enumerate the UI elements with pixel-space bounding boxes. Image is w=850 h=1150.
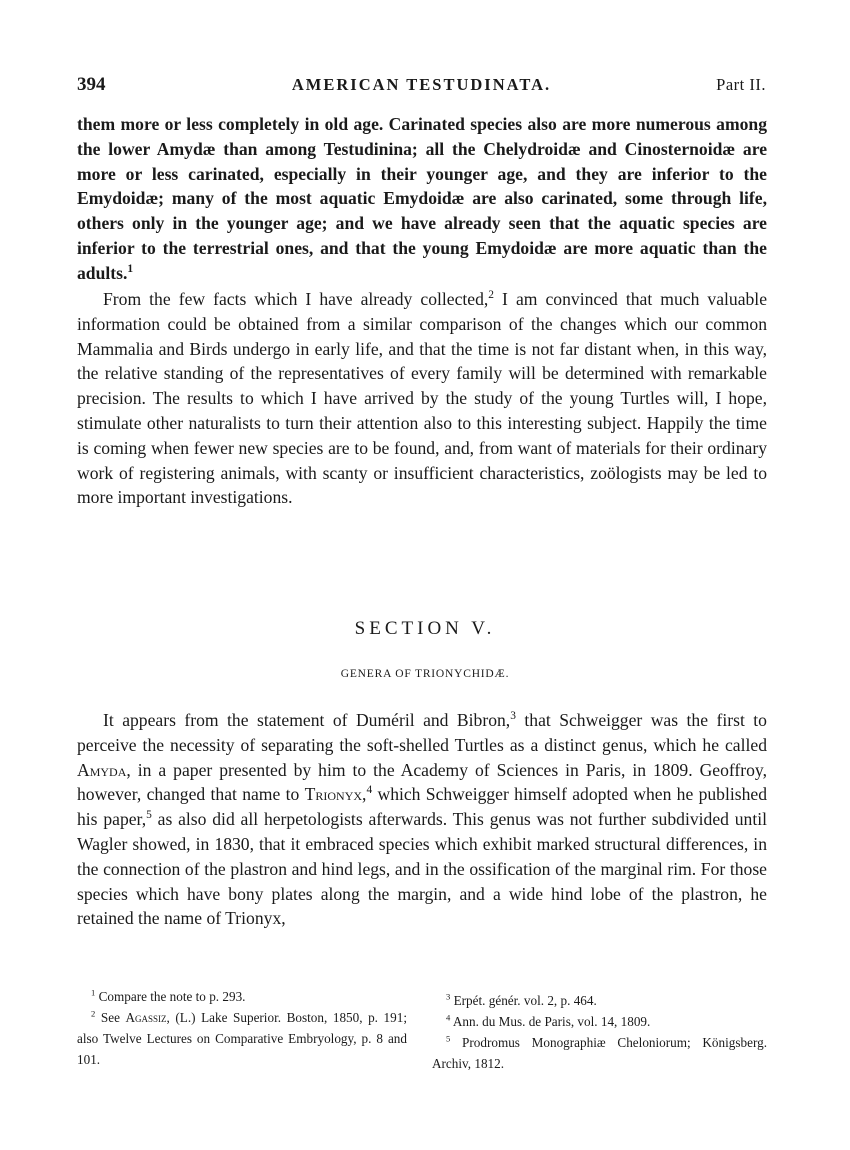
footnote-ref-2: 2 <box>488 289 495 302</box>
footnotes-right <box>432 990 767 1074</box>
para3-text-b: that Schweigger was the first to perceive the necessity of separating the soft-shelled Turtles as a distinct genus, which he called <box>77 710 767 755</box>
footnote-5-num: 5 <box>446 1033 451 1044</box>
running-title: AMERICAN TESTUDINATA. <box>291 75 552 94</box>
para2-text-2: I am convinced that much valuable information could be obtained from a similar comparison of the changes which our common Mammalia and Birds undergo in early life, and that the time is not far distant when, in this way, the relative standing of the representatives of every family will be determined with remarkable precision. The results to which I have arrived by the study of the young Turtles will, I hope, stimulate other naturalists to turn their attention also to this interesting subject. Happily the time is coming when fewer new species are to be found, and, from want of materials for their ordinary work of registering animals, with scanty or insufficient characteristics, zoölogists may be led to more important investigations. <box>77 289 767 508</box>
section-title: SECTION V. <box>354 618 496 639</box>
footnote-ref-4: 4 <box>366 784 373 797</box>
footnote-2-pre: See <box>100 1010 126 1025</box>
paragraph-3 <box>77 708 767 931</box>
footnote-5-text: Prodromus Monographiæ Cheloniorum; Königsberg. Archiv, 1812. <box>432 1035 767 1071</box>
section-subtitle: GENERA OF TRIONYCHIDÆ. <box>340 668 510 680</box>
footnote-5 <box>432 1032 767 1074</box>
footnote-4-num: 4 <box>446 1012 451 1023</box>
genus-amyda: Amyda <box>77 759 127 780</box>
intro-text: them more or less completely in old age. Carinated species also are more numerous among the lower Amydæ than among Testudinina; all the Chelydroidæ and Cinosternoidæ are more or less carinated, especially in their younger age, and they are inferior to the Emydoidæ; many of the most aquatic Emydoidæ are also carinated, some through life, others only in the younger age; and we have already seen that the aquatic species are inferior to the terrestrial ones, and that the young Emydoidæ are more aquatic than the adults. <box>77 114 767 283</box>
para3-text-c2: , <box>362 784 367 805</box>
footnote-ref-5: 5 <box>146 809 152 822</box>
footnote-2-num: 2 <box>91 1008 96 1019</box>
footnote-ref-3: 3 <box>510 710 516 723</box>
page-number: 394 <box>77 74 106 95</box>
footnote-4-text: Ann. du Mus. de Paris, vol. 14, 1809. <box>452 1014 651 1029</box>
para3-text-d: which Schweigger himself adopted when he published his paper, <box>77 784 768 830</box>
footnote-ref-1: 1 <box>127 262 134 275</box>
footnote-2 <box>77 1007 407 1070</box>
para2-text-1: From the few facts which I have already collected, <box>103 289 489 309</box>
footnote-4 <box>432 1011 767 1032</box>
genus-trionyx: Trionyx <box>304 784 363 805</box>
footnote-3-num: 3 <box>446 991 451 1002</box>
para3-text-e: as also did all herpetologists afterwards. This genus was not further subdivided until Wagler showed, in 1830, that it embraced species which exhibit marked structural differences, in the connection of the plastron and hind legs, and in the ossification of the marginal rim. For those species which have bony plates along the margin, and a wide hind lobe of the plastron, he retained the name of Trionyx, <box>77 809 767 929</box>
para3-text-c: , in a paper presented by him to the Academy of Sciences in Paris, in 1809. Geoffroy, however, changed that name to <box>77 759 767 805</box>
running-header <box>77 74 766 100</box>
para3-text-a: It appears from the statement of Duméril and Bibron, <box>103 710 511 730</box>
intro-paragraph <box>77 112 767 286</box>
footnote-1-num: 1 <box>91 987 96 998</box>
part-label: Part II. <box>716 75 766 94</box>
footnote-1 <box>77 986 407 1007</box>
footnote-2-text: , (L.) Lake Superior. Boston, 1850, p. 191; also Twelve Lectures on Comparative Embryology, p. 8 and 101. <box>77 1010 408 1067</box>
footnote-3 <box>432 990 767 1011</box>
footnote-1-text: Compare the note to p. 293. <box>98 989 246 1004</box>
footnote-3-text: Erpét. génér. vol. 2, p. 464. <box>453 993 597 1008</box>
footnote-2-author: Agassiz <box>125 1010 167 1025</box>
footnotes-left <box>77 986 407 1070</box>
paragraph-2 <box>77 287 767 510</box>
